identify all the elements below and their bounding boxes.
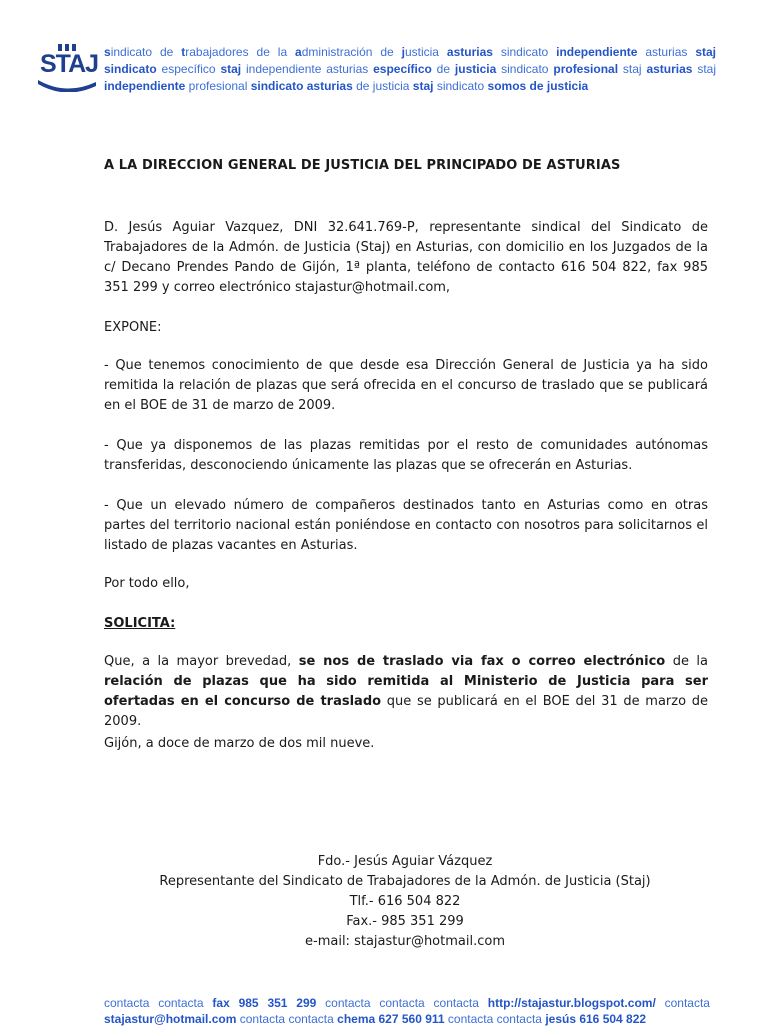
banner-segment: de — [431, 62, 455, 76]
footer-segment: stajastur@hotmail.com — [104, 1012, 237, 1026]
signature-name: Fdo.- Jesús Aguiar Vázquez — [317, 854, 493, 869]
footer-segment: contacta contacta — [444, 1012, 546, 1026]
signature-email: e-mail: stajastur@hotmail.com — [305, 934, 505, 949]
banner-segment: indicato de — [110, 45, 182, 59]
banner-segment: staj — [412, 79, 434, 93]
header-banner — [104, 44, 716, 95]
contact-footer — [104, 995, 710, 1027]
banner-segment: s — [104, 45, 111, 59]
banner-segment: rabajadores de la — [185, 45, 296, 59]
request-paragraph — [104, 652, 708, 732]
document-title: A LA DIRECCION GENERAL DE JUSTICIA DEL PRINCIPADO DE ASTURIAS — [104, 158, 621, 173]
request-segment: se nos de traslado via fax o correo electrónico — [298, 654, 666, 669]
footer-segment: http://stajastur.blogspot.com/ — [487, 996, 656, 1010]
banner-segment: j — [401, 45, 405, 59]
request-segment: relación de plazas que ha sido remitida al Ministerio de Justicia para ser ofertadas en el concurso de traslado — [104, 674, 708, 709]
exposition-point-2: - Que ya disponemos de las plazas remitidas por el resto de comunidades autónomas transferidas, desconociendo únicamente las plazas que se ofrecerán en Asturias. — [104, 438, 708, 473]
footer-segment: contacta — [655, 996, 710, 1010]
footer-segment: contacta contacta — [104, 996, 213, 1010]
banner-segment: staj — [692, 62, 717, 76]
staj-logo — [36, 44, 100, 92]
exposition-point-1: - Que tenemos conocimiento de que desde esa Dirección General de Justicia ya ha sido remitida la relación de plazas que será ofrecida en el concurso de traslado que se publicará en el BOE de 31 de marzo de 2009. — [104, 358, 708, 413]
banner-segment: sindicato — [433, 79, 488, 93]
banner-segment: t — [181, 45, 186, 59]
banner-segment: staj — [220, 62, 242, 76]
banner-segment: sindicato — [496, 62, 554, 76]
signature-fax: Fax.- 985 351 299 — [346, 914, 464, 929]
banner-segment: sindicato — [492, 45, 557, 59]
expone-heading: EXPONE: — [104, 320, 162, 335]
banner-segment: somos de justicia — [487, 79, 589, 93]
request-segment: Que, a la mayor brevedad, — [104, 654, 299, 669]
banner-segment: usticia — [404, 45, 447, 59]
banner-segment: dministración de — [301, 45, 402, 59]
banner-segment: de justicia — [352, 79, 413, 93]
banner-segment: sindicato — [104, 62, 157, 76]
banner-segment: profesional — [185, 79, 251, 93]
banner-segment: justicia — [454, 62, 497, 76]
banner-segment: sindicato asturias — [250, 79, 353, 93]
signature-block — [80, 852, 730, 952]
banner-segment: asturias — [646, 62, 693, 76]
banner-segment: asturias — [637, 45, 696, 59]
banner-segment: independiente — [104, 79, 186, 93]
banner-segment: profesional — [553, 62, 619, 76]
request-segment: de la — [665, 654, 708, 669]
signature-role: Representante del Sindicato de Trabajadores de la Admón. de Justicia (Staj) — [159, 874, 651, 889]
letterhead — [36, 44, 716, 94]
footer-segment: chema 627 560 911 — [337, 1012, 445, 1026]
banner-segment: a — [295, 45, 302, 59]
solicita-heading: SOLICITA: — [104, 616, 176, 631]
request-segment: que se publicará en el BOE del 31 de marzo de 2009. — [104, 694, 708, 729]
footer-segment: fax 985 351 299 — [212, 996, 317, 1010]
intro-paragraph: D. Jesús Aguiar Vazquez, DNI 32.641.769-P, representante sindical del Sindicato de Trabajadores de la Admón. de Justicia (Staj) en Asturias, con domicilio en los Juzgados de la c/ Decano Prendes Pando de Gijón, 1ª planta, teléfono de contacto 616 504 822, fax 985 351 299 y correo electrónico stajastur@hotmail.com, — [104, 220, 708, 295]
logo-text: STAJ — [40, 50, 99, 78]
banner-segment: específico — [156, 62, 221, 76]
footer-segment: contacta contacta contacta — [316, 996, 488, 1010]
footer-segment: jesús 616 504 822 — [545, 1012, 647, 1026]
footer-segment: contacta contacta — [236, 1012, 338, 1026]
place-date: Gijón, a doce de marzo de dos mil nueve. — [104, 736, 375, 751]
signature-phone: Tlf.- 616 504 822 — [349, 894, 461, 909]
banner-segment: asturias — [446, 45, 493, 59]
exposition-point-3: - Que un elevado número de compañeros destinados tanto en Asturias como en otras partes del territorio nacional están poniéndose en contacto con nosotros para solicitarnos el listado de plazas vacantes en Asturias. — [104, 498, 708, 553]
banner-segment: independiente asturias — [241, 62, 374, 76]
por-todo-ello: Por todo ello, — [104, 576, 190, 591]
banner-segment: independiente — [556, 45, 638, 59]
banner-segment: staj — [695, 45, 717, 59]
banner-segment: específico — [373, 62, 432, 76]
banner-segment: staj — [618, 62, 647, 76]
